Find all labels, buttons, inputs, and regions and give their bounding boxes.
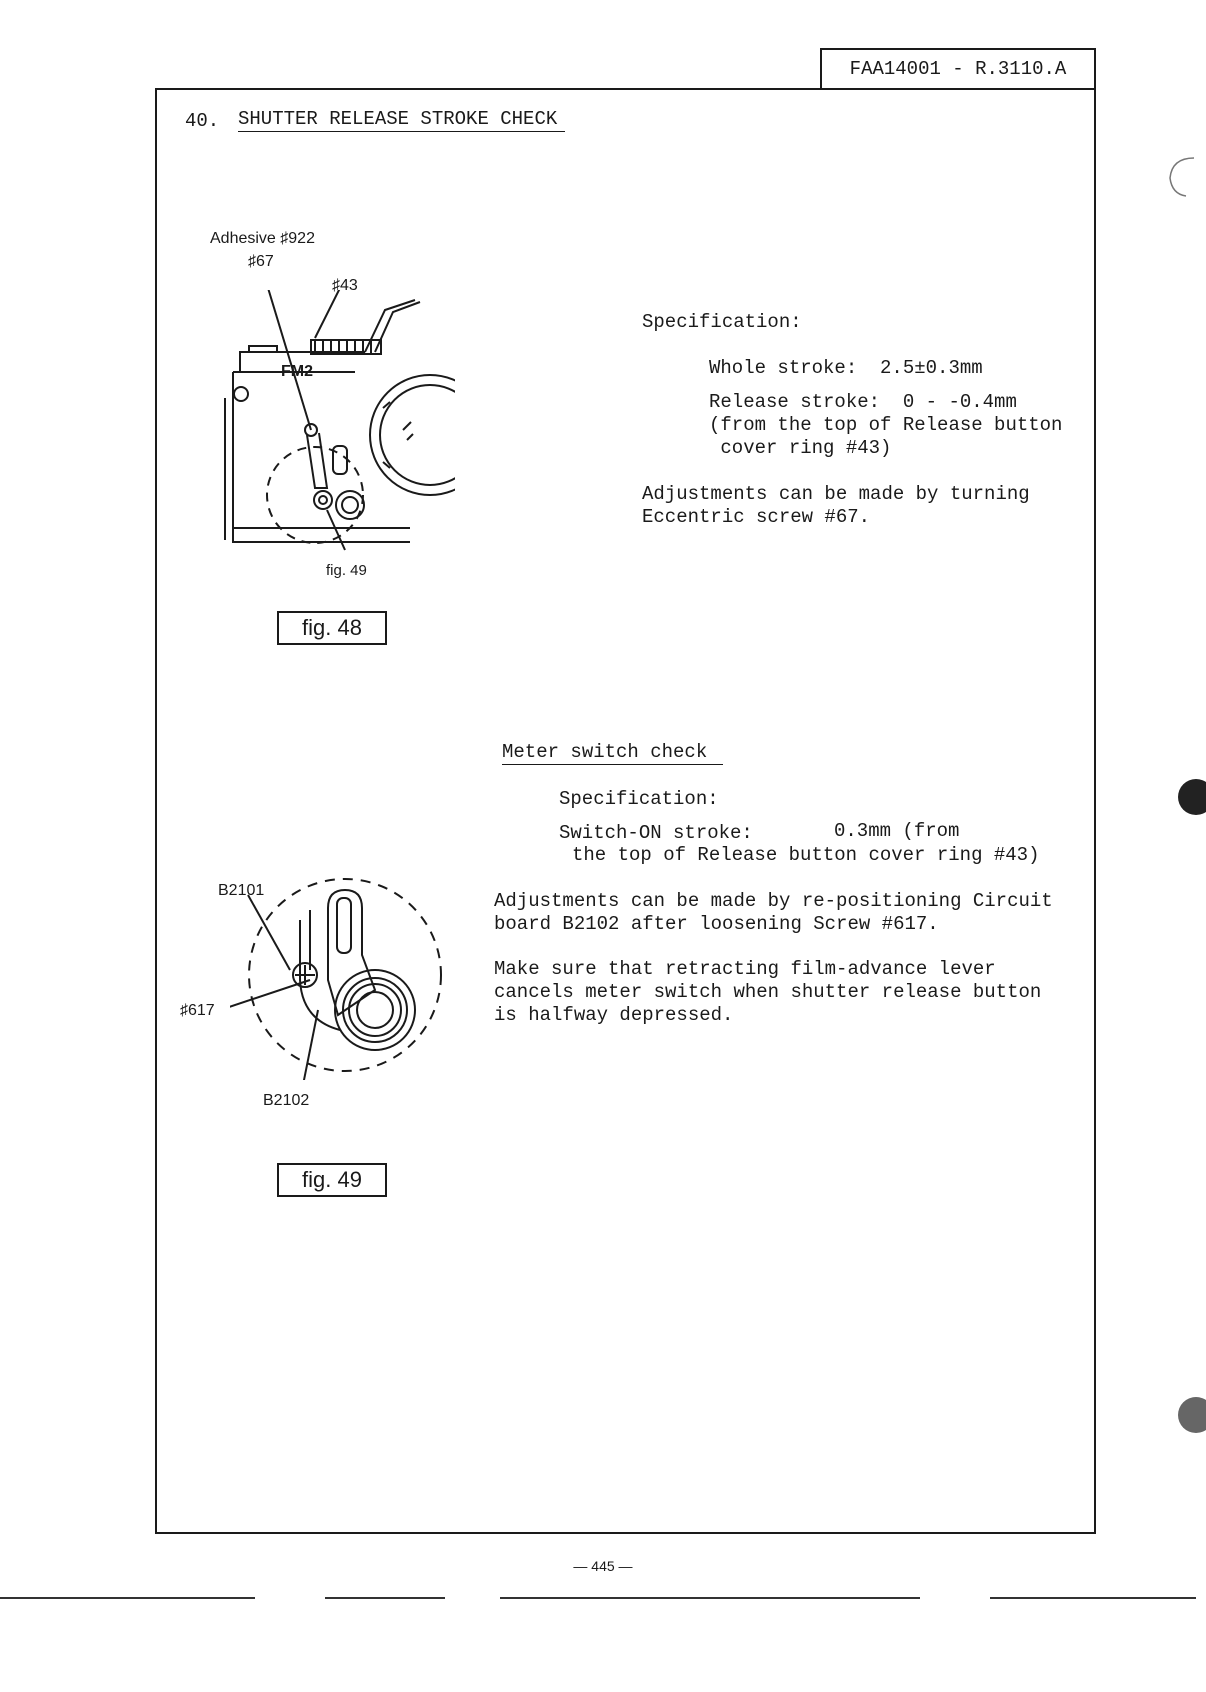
page-number: — 445 — [573, 1558, 633, 1574]
meter-adjust-1: Adjustments can be made by re-positioning Circuit [494, 890, 1053, 912]
meter-note-3: is halfway depressed. [494, 1004, 734, 1026]
label-screw-617: ♯617 [180, 1002, 215, 1019]
label-fig49-ref: fig. 49 [326, 562, 367, 579]
bottom-rule-1 [0, 1597, 255, 1599]
meter-switch-illustration [230, 870, 450, 1080]
body-badge: FM2 [281, 363, 313, 380]
meter-switch-on-note: the top of Release button cover ring #43) [572, 844, 1040, 866]
spec1-release-note-1: (from the top of Release button [709, 414, 1063, 436]
meter-spec-heading: Specification: [559, 788, 719, 810]
meter-note-2: cancels meter switch when shutter release button [494, 981, 1042, 1003]
document-code: FAA14001 - R.3110.A [820, 48, 1096, 90]
label-screw-67: ♯67 [248, 253, 274, 270]
label-adhesive: Adhesive ♯922 [210, 230, 315, 247]
label-ring-43: ♯43 [332, 277, 358, 294]
label-b2102: B2102 [263, 1092, 310, 1109]
binding-hole-marks [1150, 150, 1206, 1450]
meter-switch-on-value: 0.3mm (from [834, 820, 960, 842]
meter-adjust-2: board B2102 after loosening Screw #617. [494, 913, 939, 935]
meter-switch-on-label: Switch-ON stroke: [559, 822, 753, 844]
bottom-rule-4 [990, 1597, 1196, 1599]
meter-title: Meter switch check [502, 741, 723, 765]
section-number: 40. [185, 110, 220, 132]
bottom-rule-3 [500, 1597, 920, 1599]
spec1-whole-stroke: Whole stroke: 2.5±0.3mm [709, 357, 983, 379]
spec1-release-note-2: cover ring #43) [709, 437, 892, 459]
spec1-adjust-1: Adjustments can be made by turning [642, 483, 1030, 505]
spec1-release-stroke: Release stroke: 0 - -0.4mm [709, 391, 1017, 413]
fig48-caption: fig. 48 [277, 611, 387, 645]
section-title: SHUTTER RELEASE STROKE CHECK [238, 108, 565, 132]
meter-note-1: Make sure that retracting film-advance lever [494, 958, 996, 980]
bottom-rule-2 [325, 1597, 445, 1599]
fig49-caption: fig. 49 [277, 1163, 387, 1197]
spec1-heading: Specification: [642, 311, 802, 333]
camera-illustration [215, 290, 455, 560]
spec1-adjust-2: Eccentric screw #67. [642, 506, 871, 528]
label-b2101: B2101 [218, 882, 265, 899]
